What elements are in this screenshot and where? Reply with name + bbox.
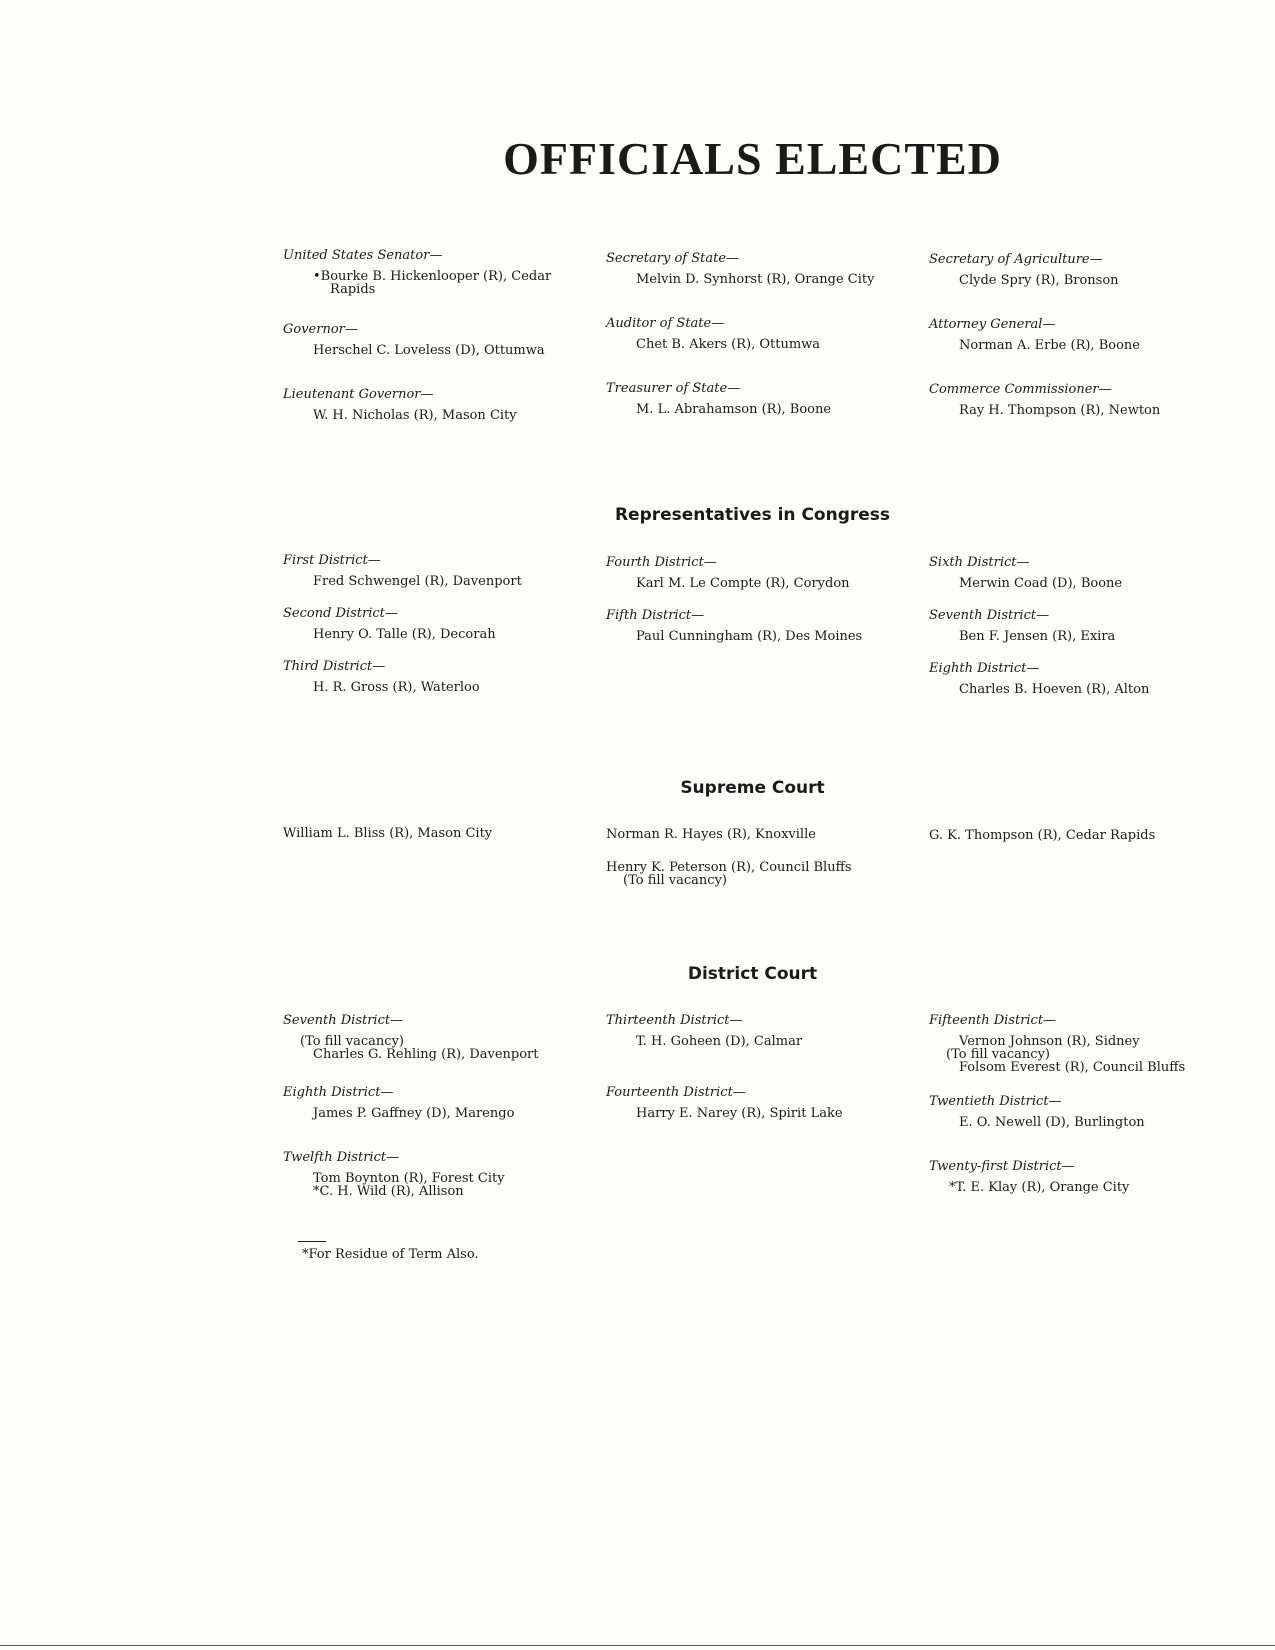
state-offices-column-3	[929, 252, 1229, 417]
office-label: Auditor of State—	[606, 316, 725, 331]
district-label: Sixth District—	[929, 555, 1030, 570]
district-label: Fifteenth District—	[929, 1013, 1057, 1028]
district-entry	[606, 1085, 891, 1120]
district-label: Eighth District—	[929, 661, 1040, 676]
justice: Norman R. Hayes (R), Knoxville	[606, 827, 816, 842]
district-entry	[283, 553, 568, 588]
district-entry	[606, 608, 891, 643]
footnote: *For Residue of Term Also.	[302, 1247, 479, 1262]
district-court-column-3	[929, 1013, 1229, 1194]
district-entry	[929, 1013, 1229, 1074]
office-entry	[606, 381, 891, 416]
office-label: Commerce Commissioner—	[929, 382, 1112, 397]
district-label: Fourth District—	[606, 555, 717, 570]
district-label: Twenty-first District—	[929, 1159, 1075, 1174]
office-entry	[283, 387, 568, 422]
district-label: First District—	[283, 553, 381, 568]
office-holder: Melvin D. Synhorst (R), Orange City	[636, 272, 875, 287]
district-entry	[929, 661, 1229, 696]
judge: *T. E. Klay (R), Orange City	[949, 1180, 1130, 1195]
office-holder: Norman A. Erbe (R), Boone	[959, 338, 1140, 353]
office-holder: Herschel C. Loveless (D), Ottumwa	[313, 343, 545, 358]
district-label: Seventh District—	[283, 1013, 404, 1028]
office-entry	[606, 316, 891, 351]
congress-column-3	[929, 555, 1229, 696]
district-entry	[283, 1085, 568, 1120]
judge: *C. H. Wild (R), Allison	[313, 1184, 464, 1199]
state-offices-column-2	[606, 251, 891, 416]
office-label: Treasurer of State—	[606, 381, 741, 396]
page-title: OFFICIALS ELECTED	[503, 133, 1002, 184]
office-entry	[606, 251, 891, 286]
district-label: Twelfth District—	[283, 1150, 400, 1165]
office-holder-cont: Rapids	[330, 282, 376, 297]
office-label: Secretary of Agriculture—	[929, 252, 1103, 267]
representative: Merwin Coad (D), Boone	[959, 576, 1123, 591]
representative: Charles B. Hoeven (R), Alton	[959, 682, 1150, 697]
office-label: United States Senator—	[283, 248, 443, 263]
district-label: Thirteenth District—	[606, 1013, 743, 1028]
justice: William L. Bliss (R), Mason City	[283, 826, 493, 841]
page-edge-line	[0, 1645, 1275, 1646]
congress-heading: Representatives in Congress	[614, 505, 891, 525]
representative: Fred Schwengel (R), Davenport	[313, 574, 522, 589]
supreme-court-column-1	[283, 827, 568, 840]
office-entry	[929, 252, 1229, 287]
judge: T. H. Goheen (D), Calmar	[636, 1034, 803, 1049]
office-holder: •Bourke B. Hickenlooper (R), Cedar	[313, 269, 552, 284]
judge: Harry E. Narey (R), Spirit Lake	[636, 1106, 843, 1121]
judge: Folsom Everest (R), Council Bluffs	[959, 1060, 1186, 1075]
district-entry	[606, 1013, 891, 1048]
district-court-heading: District Court	[687, 964, 818, 984]
district-entry	[929, 1159, 1229, 1194]
office-entry	[283, 322, 568, 357]
district-label: Eighth District—	[283, 1085, 394, 1100]
judge: James P. Gaffney (D), Marengo	[313, 1106, 515, 1121]
justice-note: (To fill vacancy)	[623, 873, 728, 888]
district-entry	[606, 555, 891, 590]
supreme-court-column-3	[929, 829, 1229, 842]
office-label: Attorney General—	[929, 317, 1056, 332]
district-label: Second District—	[283, 606, 398, 621]
congress-column-2	[606, 555, 891, 643]
vacancy-note: (To fill vacancy)	[300, 1034, 405, 1049]
judge: Vernon Johnson (R), Sidney	[959, 1034, 1140, 1049]
footnote-rule	[298, 1241, 326, 1242]
justice: Henry K. Peterson (R), Council Bluffs	[606, 860, 852, 875]
district-entry	[929, 1094, 1229, 1129]
office-label: Lieutenant Governor—	[283, 387, 434, 402]
justice: G. K. Thompson (R), Cedar Rapids	[929, 828, 1156, 843]
district-entry	[929, 608, 1229, 643]
office-holder: Ray H. Thompson (R), Newton	[959, 403, 1161, 418]
supreme-court-column-2	[606, 828, 891, 887]
judge: Charles G. Rehling (R), Davenport	[313, 1047, 539, 1062]
district-court-column-1	[283, 1013, 568, 1198]
office-holder: W. H. Nicholas (R), Mason City	[313, 408, 517, 423]
office-label: Governor—	[283, 322, 358, 337]
district-entry	[283, 1150, 568, 1198]
district-entry	[283, 1013, 568, 1061]
office-entry	[929, 317, 1229, 352]
representative: Paul Cunningham (R), Des Moines	[636, 629, 863, 644]
district-entry	[929, 555, 1229, 590]
vacancy-note: (To fill vacancy)	[946, 1047, 1051, 1062]
office-label: Secretary of State—	[606, 251, 740, 266]
office-entry	[929, 382, 1229, 417]
representative: Ben F. Jensen (R), Exira	[959, 629, 1116, 644]
district-entry	[283, 659, 568, 694]
congress-column-1	[283, 553, 568, 694]
district-entry	[283, 606, 568, 641]
district-label: Fifth District—	[606, 608, 705, 623]
representative: H. R. Gross (R), Waterloo	[313, 680, 480, 695]
district-label: Seventh District—	[929, 608, 1050, 623]
state-offices-column-1	[283, 248, 568, 422]
supreme-court-heading: Supreme Court	[680, 778, 825, 798]
district-label: Twentieth District—	[929, 1094, 1062, 1109]
representative: Karl M. Le Compte (R), Corydon	[636, 576, 850, 591]
office-holder: Chet B. Akers (R), Ottumwa	[636, 337, 821, 352]
district-label: Third District—	[283, 659, 386, 674]
office-holder: M. L. Abrahamson (R), Boone	[636, 402, 832, 417]
representative: Henry O. Talle (R), Decorah	[313, 627, 496, 642]
office-holder: Clyde Spry (R), Bronson	[959, 273, 1119, 288]
judge: E. O. Newell (D), Burlington	[959, 1115, 1145, 1130]
office-entry	[283, 248, 568, 296]
district-court-column-2	[606, 1013, 891, 1120]
judge: Tom Boynton (R), Forest City	[313, 1171, 505, 1186]
district-label: Fourteenth District—	[606, 1085, 746, 1100]
